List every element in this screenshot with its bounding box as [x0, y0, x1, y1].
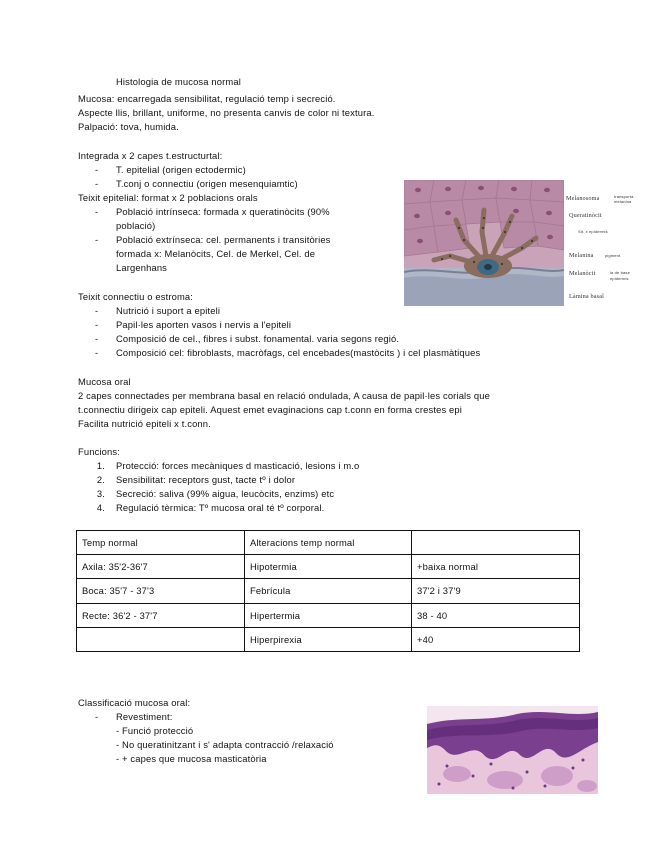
list-item-continuation: població) — [116, 220, 156, 231]
list-item-continuation: formada x: Melanòcits, Cel. de Merkel, Cel. de — [116, 248, 316, 259]
list-item: T.conj o connectiu (origen mesenquiamtic) — [116, 178, 298, 189]
paragraph-line: 2 capes connectades per membrana basal en relació ondulada, A causa de papil·les corials que — [78, 390, 490, 401]
table-cell: Febrícula — [245, 579, 412, 603]
figure-label: Queratinòcit — [569, 212, 602, 219]
bullet-dash: - — [95, 711, 99, 722]
list-number: 3. — [96, 488, 105, 499]
figure-note: melanina — [614, 199, 632, 204]
teixit-connectiu-heading: Teixit connectiu o estroma: — [78, 291, 194, 302]
table-cell: 38 - 40 — [412, 603, 580, 627]
figure-note: epidermis — [610, 276, 629, 281]
table-row — [77, 579, 580, 603]
figure-label: Melanòcit — [569, 270, 596, 277]
table-cell: Axila: 35'2-36'7 — [77, 555, 245, 579]
list-item: Composició cel: fibroblasts, macròfags, cel encebades(mastòcits ) i cel plasmàtiques — [116, 347, 481, 358]
intro-line: Aspecte llis, brillant, uniforme, no presenta canvis de color ni textura. — [78, 107, 375, 118]
bullet-dash: - — [95, 178, 99, 189]
figure-label: Làmina basal — [569, 293, 604, 300]
table-header-cell: Alteracions temp normal — [245, 531, 412, 555]
bullet-dash: - — [95, 164, 99, 175]
table-row — [77, 603, 580, 627]
table-cell: +40 — [412, 627, 580, 651]
integrada-heading: Integrada x 2 capes t.estructurtal: — [78, 150, 223, 161]
list-item: Revestiment: — [116, 711, 173, 722]
list-item-continuation: Largenhans — [116, 262, 168, 273]
list-item: Composició de cel., fibres i subst. fonamental. varia segons regió. — [116, 333, 400, 344]
table-header-row — [77, 531, 580, 555]
bullet-dash: - — [95, 347, 99, 358]
list-item: Nutrició i suport a epiteli — [116, 305, 221, 316]
histology-image — [427, 706, 598, 794]
temperature-table — [76, 530, 580, 652]
figure-note: la de base — [610, 270, 630, 275]
table-cell: Hipertermia — [245, 603, 412, 627]
bullet-dash: - — [95, 319, 99, 330]
figure-label: Melanina — [569, 252, 594, 259]
melanocyte-diagram — [404, 180, 564, 306]
list-number: 2. — [96, 474, 105, 485]
list-item: T. epitelial (origen ectodermic) — [116, 164, 246, 175]
page-title: Histologia de mucosa normal — [116, 76, 241, 87]
table-row — [77, 627, 580, 651]
paragraph-line: Facilita nutrició epiteli x t.conn. — [78, 418, 211, 429]
bullet-dash: - — [95, 305, 99, 316]
list-item: Secreció: saliva (99% aigua, leucòcits, enzims) etc — [116, 488, 335, 499]
histology-micrograph — [427, 706, 598, 794]
bullet-dash: - — [95, 206, 99, 217]
list-number: 1. — [96, 460, 105, 471]
table-cell: Hiperpirexia — [245, 627, 412, 651]
sub-item: - No queratinitzant i s' adapta contracció /relaxació — [116, 739, 334, 750]
table-row — [77, 555, 580, 579]
paragraph-line: t.connectiu dirigeix cap epiteli. Aquest emet evaginacions cap t.conn en forma crestes epi — [78, 404, 463, 415]
table-cell: 37'2 i 37'9 — [412, 579, 580, 603]
list-number: 4. — [96, 502, 105, 513]
table-cell: Hipotermia — [245, 555, 412, 579]
table-cell: +baixa normal — [412, 555, 580, 579]
mucosa-oral-heading: Mucosa oral — [78, 376, 131, 387]
table-cell: Boca: 35'7 - 37'3 — [77, 579, 245, 603]
list-item: Població intrínseca: formada x queratinòcits (90% — [116, 206, 330, 217]
intro-line: Palpació: tova, humida. — [78, 121, 179, 132]
figure-label: Melanosoma — [566, 195, 600, 202]
table-cell: Recte: 36'2 - 37'7 — [77, 603, 245, 627]
sub-item: - + capes que mucosa masticatòria — [116, 753, 267, 764]
intro-line: Mucosa: encarregada sensibilitat, regulació temp i secreció. — [78, 93, 336, 104]
list-item: Papil·les aporten vasos i nervis a l'epiteli — [116, 319, 292, 330]
bullet-dash: - — [95, 333, 99, 344]
list-item: Protecció: forces mecàniques d masticació, lesions i m.o — [116, 460, 360, 471]
figure-note: Sit. x epidermis — [578, 229, 608, 234]
classificacio-heading: Classificació mucosa oral: — [78, 697, 191, 708]
sub-item: - Funció protecció — [116, 725, 194, 736]
table-cell — [77, 627, 245, 651]
bullet-dash: - — [95, 234, 99, 245]
figure-note: pigment — [605, 253, 621, 258]
table-header-cell: Temp normal — [77, 531, 245, 555]
melanocyte-illustration — [404, 180, 564, 306]
table-header-cell — [412, 531, 580, 555]
list-item: Sensibilitat: receptors gust, tacte tº i dolor — [116, 474, 296, 485]
figure-note: transporta — [614, 194, 634, 199]
funcions-heading: Funcions: — [78, 446, 120, 457]
list-item: Regulació tèrmica: Tº mucosa oral té tº corporal. — [116, 502, 325, 513]
list-item: Població extrínseca: cel. permanents i transitòries — [116, 234, 331, 245]
teixit-epitelial-heading: Teixit epitelial: format x 2 poblacions orals — [78, 192, 258, 203]
